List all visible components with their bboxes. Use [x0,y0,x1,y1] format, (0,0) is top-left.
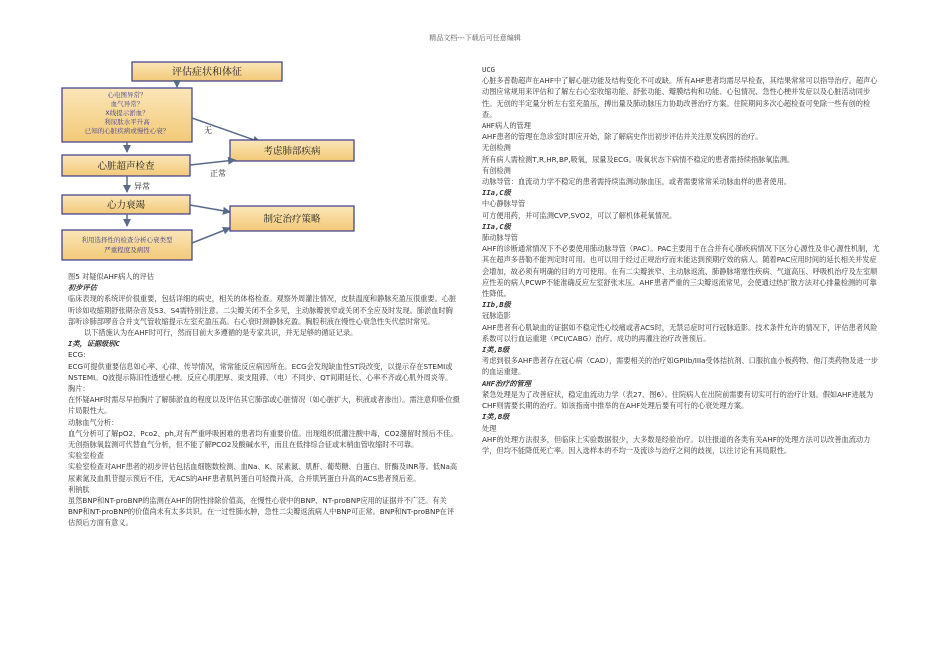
box-treatment-strategy-label: 制定治疗策略 [263,214,321,225]
right-col-para-23: AHF的处理方法很多，但临床上实验数据很少，大多数是经验治疗。以往报道的各类有关AHF的处理方法可以改善血流动力学，但均不能降低死亡率。因入选样本的不均一及流诊与治疗之间的歧视，以往讨论有其局限性。 [482,434,871,455]
right-col-para-22: 处理 [482,423,497,433]
label-abnormal: 异常 [134,182,150,191]
left-col-para-9: 动脉血气分析： [68,417,119,427]
right-col-para-3: AHF患者的管理在急诊室时即应开始，除了解病史作出初步评估并关注原发病因的治疗。 [482,132,763,142]
page-header: 精品文档---下载后可任意编辑 [429,34,521,42]
right-col-para-21: I类,B级 [482,412,510,422]
left-col-para-10: 血气分析可了解pO2、Pco2、ph,对有严重呼吸困难的患者均有重要价值。出现组织低灌注酸中毒，CO2潴留时预后不佳。无创指脉氧监测可代替血气分析，但不能了解PCO2及酸碱水平，而且在低排综合征或末梢血管收缩时不可靠。 [68,428,458,450]
left-col-para-5: ECG: [68,350,86,360]
right-col-para-10: 可方便用药，并可监测CVP,SVO2，可以了解机体耗氧情况。 [482,210,677,220]
right-col-para-12: 肺动脉导管 [482,233,518,243]
right-col-para-17: I类,B级 [482,345,510,355]
right-col-para-19: AHF治疗的管理 [482,378,531,388]
label-no: 无 [204,126,212,135]
right-col-para-16: AHF患者有心肌缺血的证据如不稳定性心绞痛或者ACS时，无禁忌症时可行冠脉造影。技术条件允许的情况下，评估患者风险系数可以行血运重建（PCI/CABG）治疗。成功的再灌注治疗改善预后。 [482,322,878,343]
left-col-para-7: 胸片： [68,384,90,394]
left-col-para-1: 初步评估 [68,283,97,293]
left-col-para-4: I类，证据级别C [68,339,120,349]
box-echocardiography-label: 心脏超声检查 [97,161,155,172]
right-col-para-4: 无创检测 [482,143,511,153]
left-column [68,271,460,529]
right-col-para-11: IIa,C级 [482,221,511,231]
right-col-para-6: 有创检测 [482,165,511,175]
box-hf-type-line-0: 利用选择性的检查分析心衰类型 [81,236,173,244]
right-col-para-14: IIb,B级 [482,300,511,310]
right-column [482,64,882,456]
left-col-para-11: 实验室检查 [68,451,104,461]
box-heart-failure-label: 心力衰竭 [106,200,146,211]
left-col-para-14: 虽然BNP和NT-proBNP的监测在AHF的阴性排除价值高，在慢性心衰中的BNP、NT-proBNP应用的证据并不广泛。有关BNP和NT-proBNP的价值尚未有太多共识。在一过性肺水肿，急性二尖瓣返流病人中BNP可正常。BNP和NT-proBNP在评估预后方面有意义。 [68,496,455,528]
right-col-para-2: AHF病人的管理 [482,121,531,131]
right-col-para-1: 心脏多普勒超声在AHF中了解心脏功能及结构变化不可或缺。所有AHF患者均需尽早检查，其结果常常可以指导治疗。超声心动图应常规用来评估和了解左右心室收缩功能、舒张功能、瓣膜结构和功能、心包情况、急性心梗并发症以及心脏活动同步性。无创的半定量分析左右室充盈压，搏出量及肺动脉压力协助改善治疗方案。住院期间多次心超检查可免除一些有创的检查。 [482,76,878,119]
question-1: 血气异常？ [110,100,144,108]
right-col-para-20: 紧急处理是为了改善症状，稳定血流动力学（表27、图6）。住院病人在出院前需要有切实可行的治疗计划。假如AHF进展为CHF则需要长期的治疗。如该指南中推举的在AHF处理后要有可行的心衰处理方案。 [482,389,874,411]
question-0: 心电图异常？ [107,91,147,99]
left-col-para-2: 临床表现的系统评价很重要，包括详细的病史，相关的体格检查。观察外周灌注情况，皮肤温度和静脉充盈压很重要。心脏听诊如收缩期舒张期杂音及S3、S4需特别注意。二尖瓣关闭不全多见，主动脉瓣狭窄或关闭不全应及时发现。肺淤血时胸部听诊肺部啰音合并支气管收缩提示左室充盈压高。右心衰时颈静脉充盈。胸腔积液在慢性心衰急性失代偿时常见。 [68,294,457,326]
box-hf-type-line-1: 严重程度及病因 [104,246,150,254]
left-col-para-6: ECG可提供重要信息如心率、心律、传导情况，常常能反应病因所在。ECG会发现缺血性ST段改变，以提示存在STEMI或NSTEMI。Q波提示陈旧性透壁心梗。反应心肌肥厚、束支阻滞、（电）不同步、QT间期延长、心率不齐或心肌外周炎等。 [68,361,453,382]
left-col-para-13: 利钠肽 [68,484,90,494]
right-col-para-15: 冠脉造影 [482,311,511,321]
right-col-para-5: 所有病人需检测T,R,HR,BP,吸氧，尿量及ECG。吸氧状态下病情不稳定的患者需持续指脉氧监测。 [482,154,795,164]
ahf-evaluation-flowchart [60,60,360,268]
box-evaluate-symptoms-label: 评估症状和体征 [172,67,242,78]
right-col-para-7: 动脉导管：血流动力学不稳定的患者需持续监测动脉血压，或者需要常常采动脉血样的患者使用。 [482,177,792,187]
right-col-para-0: UCG [482,65,495,74]
right-col-para-9: 中心静脉导管 [482,199,526,209]
left-col-para-0: 图5 对疑似AHF病人的评估 [68,272,155,281]
box-lung-disease-label: 考虑肺部疾病 [263,146,321,157]
left-col-para-12: 实验室检查对AHF患者的初步评估包括血细胞数检测、血Na、K、尿素氮、肌酐、葡萄糖、白蛋白、肝酶及INR等。低Na高尿素氮及血肌苷提示预后不佳，无ACS的AHF患者肌钙蛋白可轻微升高，合并肌钙蛋白升高的ACS患者预后差。 [68,462,458,483]
left-col-para-8: 在怀疑AHF时需尽早拍胸片了解肺淤血的程度以及评估其它肺部或心脏情况（如心脏扩大，积液或者渗出）。需注意仰卧位摄片局限性大。 [68,395,460,416]
right-col-para-13: AHF的诊断通常情况下不必要使用肺动脉导管（PAC）。PAC主要用于在合并有心肺疾病情况下区分心源性及非心源性机制，尤其在超声多普勒不能判定时可用。也可以用于经过正规治疗而未能达到预期疗效的病人。随着PAC应用时间的延长相关并发症会增加，故必须有明确的目的方可使用。在有二尖瓣狭窄、主动脉返流、肺静脉堵塞性疾病、气道高压、呼吸机治疗及左室顺应性差的病人PCWP不能准确反应左室舒张末压。AHF患者严重的三尖瓣返流常见，会使通过热扩散方法对心排量检测的可靠性降低。 [482,244,880,299]
question-3: 利尿肽水平升高 [104,118,150,126]
question-2: X线提示淤血？ [105,109,149,117]
right-col-para-8: IIa,C级 [482,188,511,198]
box-hf-type-analysis [62,230,192,260]
right-col-para-18: 考虑到很多AHF患者存在冠心病（CAD），需要相关的治疗如GPIIb/IIIa受体拮抗剂、口服抗血小板药物、他汀类药物及进一步的血运重建。 [482,356,879,377]
question-4: 已知的心脏疾病或慢性心衰？ [84,127,170,135]
left-col-para-3: 以下措施认为在AHF时可行，然而目前大多遵循的是专家共识，并无足够的循证记录。 [84,328,358,338]
label-normal: 正常 [210,169,226,178]
